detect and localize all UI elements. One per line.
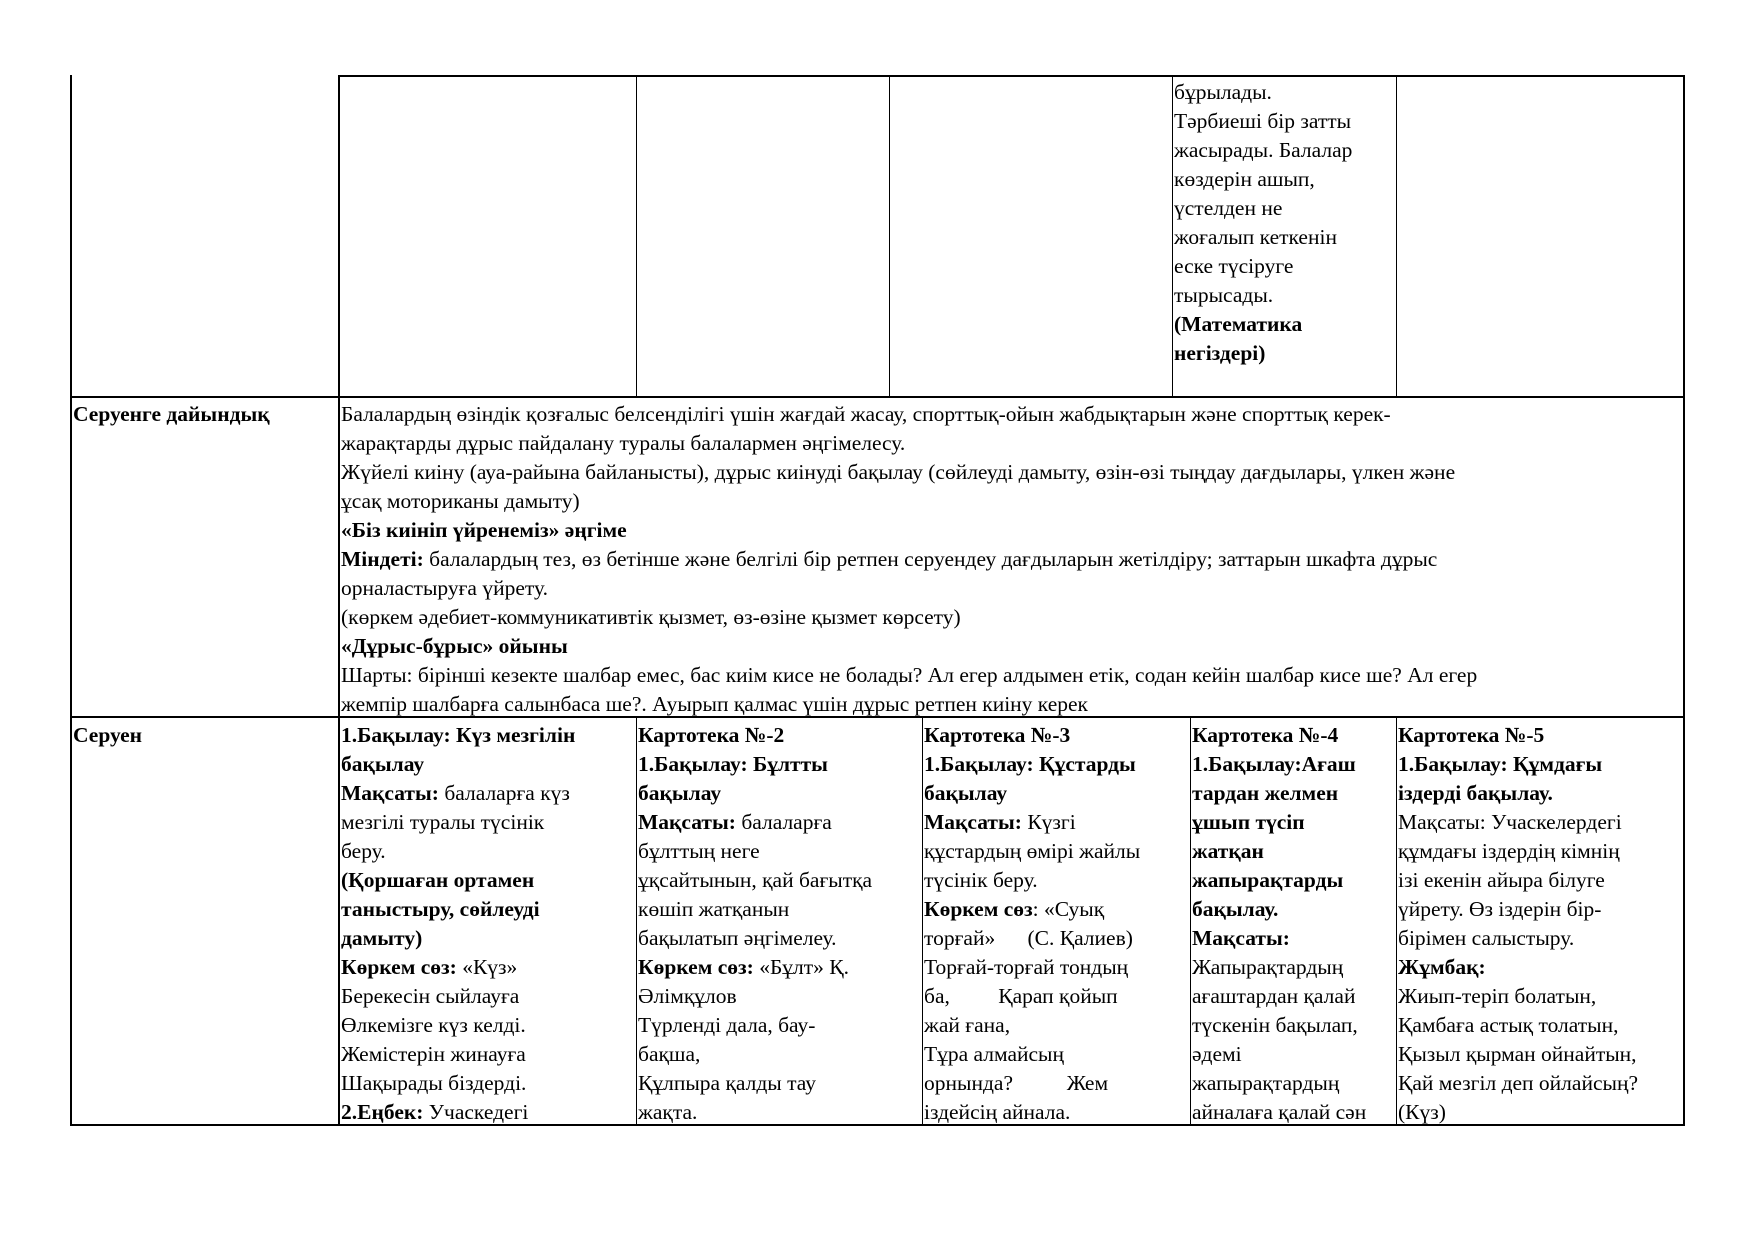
prep-row-content: Балалардың өзіндік қозғалыс белсенділігі үшін жағдай жасау, спорттық-ойын жабдықтарын және спорттық керек- жарақтарды дұрыс пайдалану туралы балалармен әңгімелесу. Жүйелі киіну (ауа-райына байланысты), дұрыс киінуді бақылау (сөйлеуді дамыту, өзін-өзі тыңдау дағдылары, үлкен және ұсақ моториканы дамыту) «Біз киініп үйренеміз» әңгіме Міндеті: балалардың тез, өз бетінше және белгілі бір ретпен серуендеу дағдыларын жетілдіру; заттарын шкафта дұрыс орналастыруға үйрету. (көркем әдебиет-коммуникативтік қызмет, өз-өзіне қызмет көрсету) «Дұрыс-бұрыс» ойыны Шарты: бірінші кезекте шалбар емес, бас киім кисе не болады? Ал егер алдымен етік, содан кейін шалбар кисе ше? Ал егер жемпір шалбарға салынбаса ше?. Ауырып қалмас үшін дұрыс ретпен киіну керек — [341, 402, 1478, 716]
prep-row-top-border — [70, 396, 1685, 398]
top-col-divider-2 — [636, 75, 637, 397]
walk-row-label: Серуен — [73, 723, 143, 747]
walk-col5: Картотека №-5 1.Бақылау: Құмдағы іздерді бақылау. Мақсаты: Учаскелердегі құмдағы іздердің кімнің ізі екенін айыра білуге үйрету. Өз іздерін бір- бірімен салыстыру. Жұмбақ: Жиып-теріп болатын, Қамбаға астық толатын, Қызыл қырман ойнайтын, Қай мезгіл деп ойлайсың? (Күз) — [1398, 723, 1638, 1124]
walk-col4: Картотека №-4 1.Бақылау:Ағаш тардан желмен ұшып түсіп жатқан жапырақтарды бақылау. Мақсаты: Жапырақтардың ағаштардан қалай түскенін бақылап, әдемі жапырақтардың айналаға қалай сән — [1192, 723, 1367, 1124]
walk-col3: Картотека №-3 1.Бақылау: Құстарды бақылау Мақсаты: Күзгі құстардың өмірі жайлы түсінік беру. Көркем сөз: «Суық торғай» (С. Қалиев) Торғай-торғай тондың ба, Қарап қойып жай ғана, Тұра алмайсың орнында? Жем іздейсің айнала. — [924, 723, 1141, 1124]
prep-row-label: Серуенге дайындық — [73, 402, 270, 426]
walk-col-divider-3 — [922, 717, 923, 1125]
walk-col1: 1.Бақылау: Күз мезгілін бақылау Мақсаты: балаларға күз мезгілі туралы түсінік беру. (Қоршаған ортамен таныстыру, сөйлеуді дамыту) Көркем сөз: «Күз» Берекесін сыйлауға Өлкемізге күз келді. Жемістерін жинауға Шақырады біздерді. 2.Еңбек: Учаскедегі — [341, 723, 576, 1124]
prep-heading-2: «Дұрыс-бұрыс» ойыны — [341, 634, 568, 658]
top-row-col4-text: бұрылады. Тәрбиеші бір затты жасырады. Балалар көздерін ашып, үстелден не жоғалып кеткенін еске түсіруге тырысады. (Математика негіздері) — [1174, 80, 1353, 365]
top-col-divider-3 — [889, 75, 890, 397]
col-divider-1 — [338, 75, 340, 1125]
walk-col2: Картотека №-2 1.Бақылау: Бұлтты бақылау Мақсаты: балаларға бұлттың неге ұқсайтынын, қай бағытқа көшіп жатқанын бақылатып әңгімелеу. Көркем сөз: «Бұлт» Қ. Әлімқұлов Түрленді дала, бау- бақша, Құлпыра қалды тау жақта. — [638, 723, 873, 1124]
table-right-border — [1683, 75, 1685, 1125]
top-row-top-border — [338, 75, 1685, 77]
walk-col-divider-5 — [1396, 717, 1397, 1125]
walk-col-divider-2 — [636, 717, 637, 1125]
top-col-divider-5 — [1396, 75, 1397, 397]
prep-heading-1: «Біз киініп үйренеміз» әңгіме — [341, 518, 627, 542]
table-left-border — [70, 75, 72, 1125]
walk-col-divider-4 — [1190, 717, 1191, 1125]
top-col-divider-4 — [1172, 75, 1173, 397]
